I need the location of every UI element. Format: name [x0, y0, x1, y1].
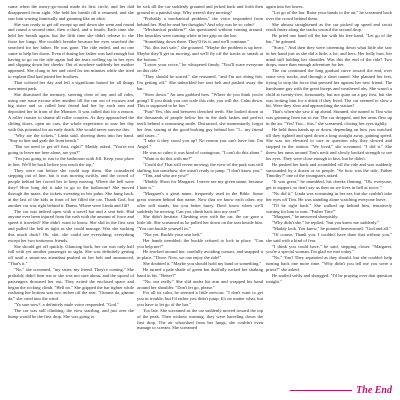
story-paragraph: "Maddy. Short for Margaret. I never see my given name, because I hate it.": [137, 179, 263, 191]
story-paragraph: "I take it they stood you up? No reason you can't have fun. I'm Angel.": [137, 138, 263, 150]
end-mark: [290, 385, 392, 396]
story-paragraph: "Margaret," he answered sheepishly.: [272, 214, 339, 220]
story-paragraph: "Slow down." An arm grabbed hers. "Where do you think you're going? If you think you can scale this ride, you will die. Calm down. This is supposed to be fun.": [137, 91, 263, 109]
text-columns: [8, 4, 392, 396]
story-paragraph: Too late. She screamed as the car suddenly moved toward the top of the peak. Then without warning, they were barreling down the first drop. The air whooshed from her lungs; she couldn't even manage to scream. She screamed: [137, 307, 263, 331]
story-paragraph: That's when she saw it up ahead. Stunned, she turned to Tim who was grinning from ear to ear. The car dropped, and her arms flew up in the air. "Yes! You... this," she screamed, closing her eyes tightly.: [266, 109, 392, 126]
story-paragraph: Her hands trembled; the buckle refused to lock in place. "Can you help me?": [137, 237, 263, 249]
story-paragraph: She should get off quickly. Glancing back, her car was only half full with yet another passenger in sight. She was definitely getting off until a smart-ass attendant pushed on her belt and announced, "That's it.": [8, 243, 134, 267]
story-paragraph: came when the merry-go-round made its first circle, and her dad disappeared from sight. She held her breath till it returned, and she saw him waving frantically and grinning like an idiot.: [8, 4, 134, 21]
story-paragraph: "No," she screamed, "my sister, my friend. They're coming." She probably didn't hear me or she was not sure about, and the squeal of passengers drowned her out. They exited the enclosed space and began the rocking climb. "Hell no." She gripped the bar tighter while realizing her bottom was two inches off the seat. "Gimme da, gimme da," she cried into the wind.: [8, 266, 134, 302]
story-paragraph: "I'm just going to run to the bathroom with Jill. Keep your place in line. We'll be back before you reach the top.": [8, 155, 134, 167]
story-paragraph: "I'll be right back." She walked up behind him, tentatively waiting for him to turn. "Father Tim?": [266, 202, 392, 214]
story-paragraph: "I think you could have," he said, stepping closer. "Margaret, you're a special woman. I'm glad we met today.": [266, 243, 392, 255]
story-paragraph: "Let go of the bar. Raise your hands to the air," he screamed back over the crowd behind them.: [266, 9, 392, 21]
story-paragraph: "Mechanical problem?" she questioned without turning around. Her knuckles were turning white in her grip on the bar.: [137, 27, 263, 39]
story-paragraph: "No did it," Linda was screaming in her ear, but she couldn't take her eyes off Tim. He was standing alone watching everyone leave.: [266, 191, 392, 202]
story-paragraph: "Of course. Thank you. I couldn't have done that without you," she said with a kind of fear.: [266, 231, 392, 243]
story-paragraph: "No, not really." She slid under his arm and wrapped his hand around her shoulder. "Don't let go, please.": [137, 278, 263, 290]
story-paragraph: The car was still climbing, the view startling, and just over the hump would be the first drop. She was going to: [8, 307, 134, 319]
story-paragraph: That colored her day and left a significant hatred for all things merriment park.: [8, 79, 134, 91]
story-paragraph: "Maddy look. You know," he pointed heavenward. "God and all.": [272, 226, 392, 232]
story-paragraph: He pushed her back and scrambled off the ride and was suddenly surrounded by a dozen or so people. "So how was the ride, Father Timothy?" one of the youngsters asked.: [266, 161, 392, 179]
story-paragraph: "Probably a mechanical problem," the voice responded from behind her. Had he read her thoughts? And why was he so calm?: [137, 15, 263, 27]
story-paragraph: "No, this isn't safe," she groaned. "Maybe the problem is up here. Maybe they'll get us moving, and we'll fly off the tracks or smash at the bottom.": [137, 44, 263, 62]
story-paragraph: The car continued the long gradual curve toward the end, over some very tracks, and through a short tunnel. She planned her feet, trying to stop the force that pressed her against her new friend. The handsome guy with the great biceps and weathered abs. She wasn't a child at twenty-five, fortunately, but not quite on a gay first, but she was trotting him for a drink if they lived. The car seemed to slow a bit. Were they slow and approaching the station?: [266, 68, 392, 109]
story-paragraph: He pried one hand off the bar with his free hand. "Let go of the bar," he grinned.: [266, 33, 392, 45]
story-paragraph: "Ya sure now?, a definitely male voice responded. "God.": [14, 302, 119, 308]
text-column-middle: [137, 4, 263, 396]
story-paragraph: "Could do! That will revert moving; the view of the park was still shifting, but somehow, she wasn't ready to jump. "I don't know you.": [137, 161, 263, 173]
story-paragraph: "But we need to get off first, right?" Maddy asked. "You're not going to leave me here alone, are you?": [8, 144, 134, 156]
story-paragraph: "Tim, and who are you?": [143, 173, 189, 179]
story-paragraph: "Want to do this with me?": [143, 155, 193, 161]
story-paragraph: She was ready to get off except up and down she went and round and round a second time, then a third, and a fourth. Each time she held her breath again, but the fifth time she didn't release it; she froze her lungs. She couldn't breathe because her eyes searched the searched for her father. He was gone. The ride ended, and no one came to help her down. Even if during her father was bad enough but having to go on the ride again had the tears welling up in her eyes and slipping down her cheeks. Out of nowhere suddenly her mother appeared. She clung to her and cried for ten minutes while she tried to explain Dad had joined her brothers.: [8, 21, 134, 80]
story-paragraph: She almost straightened as the car picked up speed and racist result faster along the tracks toward the second drop.: [266, 21, 392, 33]
story-paragraph: For all its calm, he seemed a little nervous. "I don't want to get you in trouble, but I'd rather you didn't jump. It's no matter what, but you have to let go of the bar.": [137, 290, 263, 308]
story-paragraph: She dismissed the memory, steering clear of any and all rides, using one issue excuse after another till the run out of excuses and big sister and so called best friend had her by each arm and deposited her in front of the Monster. It was called that for a reason. A roller coaster to shame all roller coasters. As they approached the sliding doors, open air cars, the whole experience to soar her day with this potential for an early death. She would never survive this.: [8, 91, 134, 132]
story-paragraph: She didn't hesitate. Climbing over with the car, the car gave a little tilt. She screamed as he pulled her down on the seat beside him. "You can buckle yourself in.": [137, 214, 263, 232]
story-paragraph: He was so calm; it was kind of contagious. "I can't do this alone.": [143, 150, 263, 156]
story-paragraph: They were out before she could stop them. She considered stepping out of line, but it was moving swiftly, and the crowd of people behind her forced her to keep moving. Where the hell were they? How long did it take to go to the bathroom? She moved through the maze, the tickets sweating in her palm. She hung back, at the last of the kids in front of her filled the car. Thank God, but another car was right behind it. Damn. Where were Linda and Jill?: [8, 167, 134, 208]
text-column-left: [8, 4, 134, 396]
story-paragraph: "Something down there. They'll fix it, and we'll continue.": [143, 39, 250, 45]
story-paragraph: "No," Tim? They separated as they should, but she couldn't help turning back one more time. "Why didn't you tell me you were a priest?" she asked.: [266, 255, 392, 272]
story-paragraph: "They should be scared," she reasoned, "and I'm not doing this. I'm getting off." She unbuckled her seat belt and pushed away the bar.: [137, 74, 263, 91]
story-paragraph: "Fun? Yes, this and between clenched teeth. She looked down at the thousands of people below her in the dark lashes and perfect teeth behind a reassuring smile. Distracted, she momentarily forgot her fear, staring at the good-looking guy behind her. "I... my friend and sister...": [137, 109, 263, 138]
story-paragraph: "Why are the tickets," Linda said, shoving them into her hand. "Stay in line and grab the front bench.": [8, 132, 134, 144]
text-column-right: [266, 4, 392, 396]
story-paragraph: He turned a pale shade of green but dutifully tucked her shaking hand in his. "Better?": [137, 266, 263, 278]
story-paragraph: be sick till the car suddenly groaned and jerked back and forth then ground to a painful stop. Why weren't they moving?: [137, 4, 263, 15]
story-paragraph: again into her knees.: [266, 4, 304, 9]
end-divider: [290, 390, 352, 391]
story-paragraph: "Why didn't she," he replied, "but you knew me suddenly.": [272, 220, 380, 226]
story-paragraph: "Lower your voice," he whispered firmly. "You'll scare everyone on this ride.": [137, 62, 263, 74]
story-paragraph: She doubted it. "Maybe you should hold my hand or something.": [143, 261, 262, 267]
story-paragraph: "Margaret's a great name, frequently used in the Bible. Some great women behind that name. Now that we know each other, my offer still stands, but you better hurry. Don't know when we'll suddenly be moving. Can you climb back into my seat?": [137, 191, 263, 214]
story-paragraph: The car was indeed open with a travel bar and a seat belt. Had anyone ever been injured from the rush with the amount of force and speed it traveled? She didn't want to know. She slid in the first seat and pulled the belt as tight as she could manage. Was she sucking this much duck? Oh, shit, she could see everything; everything except her two traitorous friends.: [8, 208, 134, 243]
story-paragraph: He reached around her, carefully avoiding contact, and snapped it in place. "There. Now, we can enjoy the ride!": [137, 249, 263, 261]
story-paragraph: "It was great," he mumbled, his cheeks flaming. "Oh, everyone, get to support, so don't say us then on we lives in hell at twice.": [266, 179, 392, 191]
end-label: The End: [356, 385, 392, 396]
story-paragraph: He smiled softly and shrugged. "I'd be praying over that question tonight.": [266, 272, 392, 284]
story-paragraph: "Scary." And then they were careening down what little she saw in her hand just as she did a little, a lot, and hers. Her belly hurt, her mind still holding her shoulder. Was this the end of the ride? Two drops, more than enough adventure for her.: [266, 44, 392, 68]
story-paragraph: He held them hands up or down, depending on how you watched till they righted and sped down a long straight away, gaining speed. She was too elevated to care or question why they slowed and stopped in the station. "We lived," she screamed. "I did it." She threw her arms around Tim's neck and slowly backed strength to see his eyes. They were close enough to kiss, but he didn't.: [266, 126, 392, 161]
story-paragraph: "Not yet. Buckle your seat belt.": [143, 231, 203, 237]
